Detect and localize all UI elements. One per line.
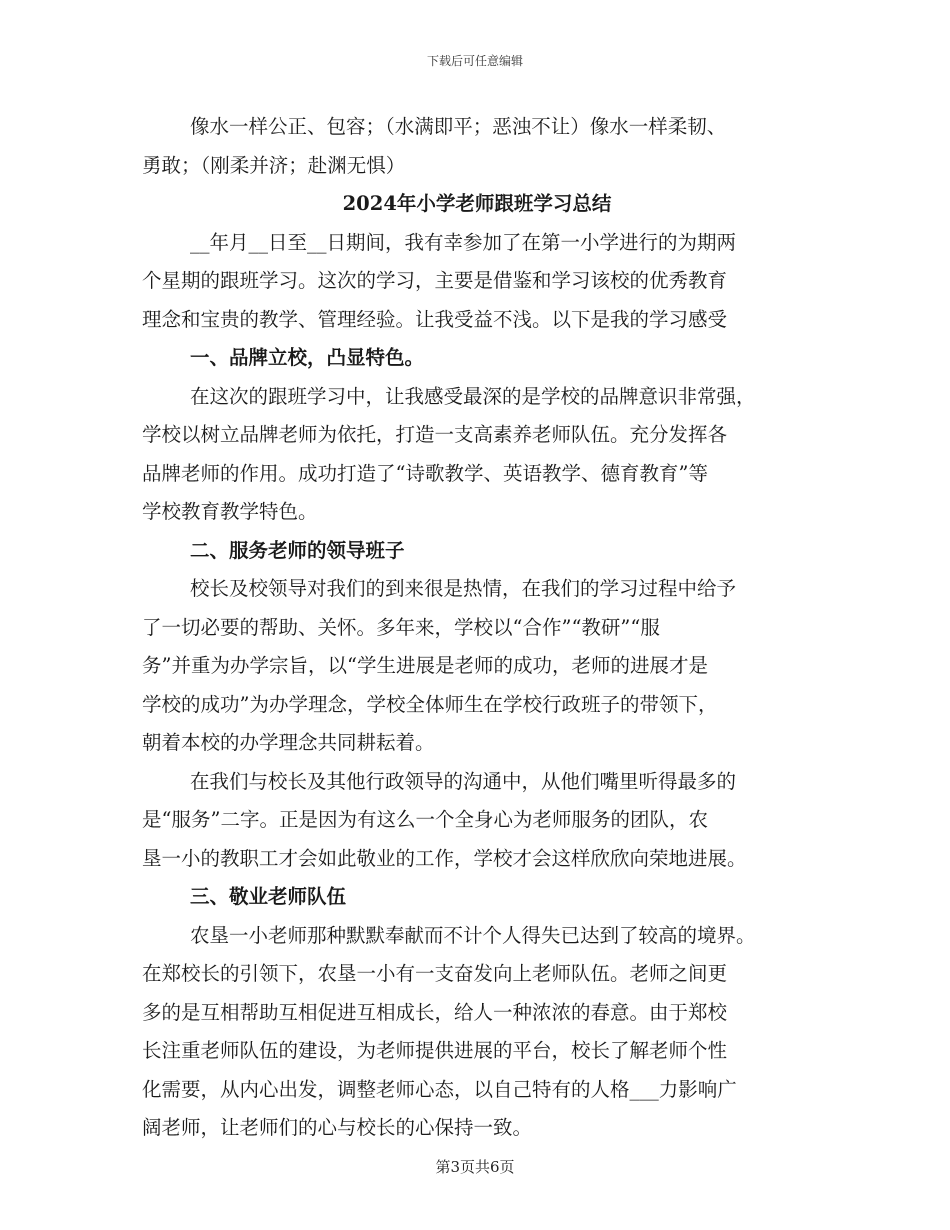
- paragraph-line: 阔老师，让老师们的心与校长的心保持一致。: [142, 1116, 533, 1139]
- paragraph-line: 多的是互相帮助互相促进互相成长，给人一种浓浓的春意。由于郑校: [142, 1000, 728, 1024]
- paragraph-line: 校长及校领导对我们的到来很是热情，在我们的学习过程中给予: [190, 577, 737, 600]
- paragraph-line: 理念和宝贵的教学、管理经验。让我受益不浅。以下是我的学习感受: [142, 307, 728, 331]
- paragraph-line: 农垦一小老师那种默默奉献而不计个人得失已达到了较高的境界。: [190, 923, 756, 947]
- paragraph-line: 学校教育教学特色。: [142, 500, 318, 523]
- paragraph-line: 长注重老师队伍的建设，为老师提供进展的平台，校长了解老师个性: [142, 1039, 728, 1062]
- paragraph-line: 像水一样公正、包容；（水满即平；恶浊不让）像水一样柔韧、: [190, 115, 727, 138]
- paragraph-line: 个星期的跟班学习。这次的学习，主要是借鉴和学习该校的优秀教育: [142, 269, 728, 292]
- paragraph-line: 朝着本校的办学理念共同耕耘着。: [142, 731, 435, 754]
- document-body: [142, 108, 812, 1148]
- page-number: 第3页共6页: [435, 1158, 515, 1176]
- paragraph-line: 在这次的跟班学习中，让我感受最深的是学校的品牌意识非常强，: [190, 384, 756, 408]
- paragraph-line: 在我们与校长及其他行政领导的沟通中，从他们嘴里听得最多的: [190, 769, 737, 793]
- paragraph-line: 是“服务”二字。正是因为有这么一个全身心为老师服务的团队，农: [142, 808, 708, 831]
- paragraph-line: 化需要，从内心出发，调整老师心态，以自己特有的人格___力影响广: [142, 1077, 737, 1101]
- section-heading: 二、服务老师的领导班子: [190, 538, 405, 562]
- paragraph-line: __年月__日至__日期间，我有幸参加了在第一小学进行的为期两: [190, 230, 737, 254]
- paragraph-line: 务”并重为办学宗旨，以“学生进展是老师的成功，老师的进展才是: [142, 654, 708, 677]
- paragraph-line: 学校的成功”为办学理念，学校全体师生在学校行政班子的带领下，: [142, 692, 718, 716]
- paragraph-line: 在郑校长的引领下，农垦一小有一支奋发向上老师队伍。老师之间更: [142, 962, 728, 985]
- page-header-note: 下载后可任意编辑: [426, 54, 523, 68]
- section-heading: 一、品牌立校，凸显特色。: [190, 346, 425, 369]
- section-heading: 三、敬业老师队伍: [190, 885, 347, 908]
- paragraph-line: 学校以树立品牌老师为依托，打造一支高素养老师队伍。充分发挥各: [142, 423, 728, 446]
- paragraph-line: 垦一小的教职工才会如此敬业的工作，学校才会这样欣欣向荣地进展。: [142, 846, 747, 870]
- paragraph-line: 了一切必要的帮助、关怀。多年来，学校以“合作”“教研”“服: [142, 615, 660, 639]
- paragraph-line: 品牌老师的作用。成功打造了“诗歌教学、英语教学、德育教育”等: [142, 461, 708, 485]
- paragraph-line: 勇敢；（刚柔并济；赴渊无惧）: [142, 153, 406, 177]
- document-title: 2024年小学老师跟班学习总结: [342, 192, 612, 215]
